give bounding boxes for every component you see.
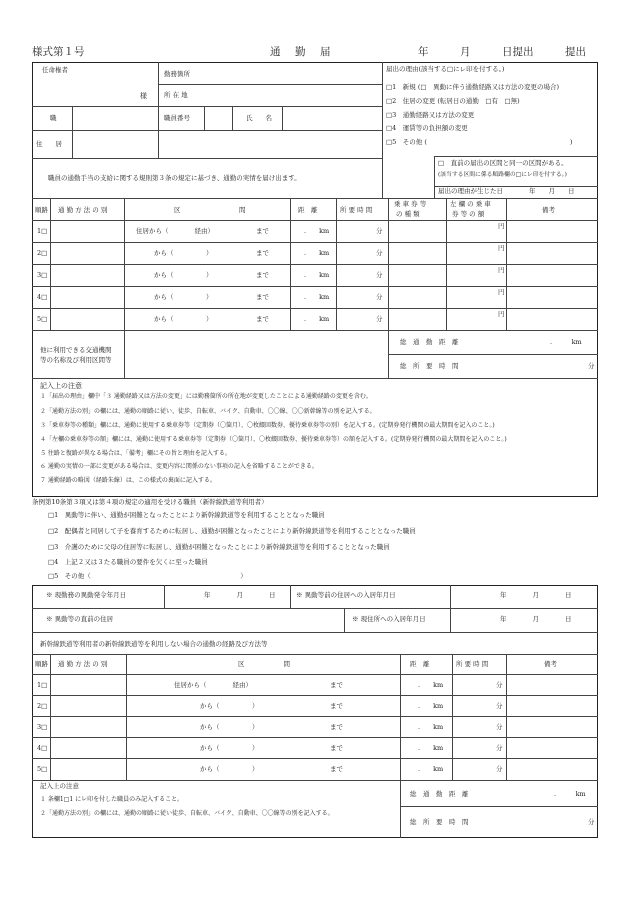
non-use-title: 新幹線鉄道等利用者の新幹線鉄道等を利用しない場合の通勤の経路及び方法等 — [40, 640, 268, 648]
th-method: 通 勤 方 法 の 別 — [58, 206, 108, 214]
amount-cell[interactable]: 円 — [498, 266, 505, 274]
workplace-label: 勤務箇所 — [164, 70, 190, 78]
row-check[interactable]: 3□ — [37, 271, 48, 279]
time-cell[interactable]: 分 — [376, 293, 383, 301]
fact-date: 届出の理由が生じた日 年 月 日 — [438, 187, 575, 195]
method-field[interactable] — [50, 716, 126, 737]
th-amount-2: 券 等 の 額 — [452, 210, 485, 218]
distance-cell[interactable]: . km — [304, 315, 330, 323]
t2-total-distance-label: 総 通 勤 距 離 — [410, 790, 469, 798]
post-label: 職 — [50, 114, 57, 122]
th-section: 区 間 — [174, 206, 246, 214]
submission-date: 年 月 日提出 提出 — [418, 46, 586, 58]
distance-cell[interactable]: . km — [304, 227, 330, 235]
section-to: まで — [330, 765, 343, 773]
th-amount-1: 左 欄 の 乗 車 — [450, 200, 491, 208]
section-from[interactable]: から（ ） — [154, 315, 213, 323]
row-check[interactable]: 5□ — [37, 315, 48, 323]
residence-before-date[interactable]: 年 月 日 — [500, 591, 572, 599]
reasons-title: 届出の理由(該当する□にレ印を付する。) — [386, 65, 505, 73]
method-field[interactable] — [50, 220, 124, 242]
section-to: まで — [330, 744, 343, 752]
notes1-item: ４「左欄の乗車券等の額」欄には、通勤に使用する乗車券等（定期券（〇箇月）、〇枚綴回数券、優待乗車券等）の額を記入する。(定期券発行機関の最大期間を記入のこと。) — [40, 436, 507, 443]
row-check[interactable]: 5□ — [37, 765, 48, 773]
remarks-field[interactable] — [506, 674, 598, 695]
shinkansen-item[interactable]: □3 介護のために父母の住居等に転居し、通勤が困難となったことにより新幹線鉄道等を利用することとなった職員 — [48, 543, 390, 551]
sama-label: 様 — [140, 92, 147, 100]
reason-3[interactable]: □3 通勤経路又は方法の変更 — [386, 111, 475, 119]
residence-before-label: ※ 異動等前の住居への入居年月日 — [296, 591, 396, 599]
time-cell[interactable]: 分 — [496, 723, 503, 731]
page-title: 通 勤 届 — [270, 46, 333, 58]
ticket-type-field[interactable] — [388, 308, 446, 330]
address-field[interactable] — [72, 130, 382, 158]
staff-no-field[interactable] — [204, 106, 232, 130]
section-to: まで — [256, 315, 269, 323]
staff-no-label: 職員番号 — [164, 114, 190, 122]
total-time-value: 分 — [588, 362, 595, 370]
section-to: まで — [256, 271, 269, 279]
distance-cell[interactable]: . km — [418, 744, 444, 752]
time-cell[interactable]: 分 — [496, 681, 503, 689]
amount-cell[interactable]: 円 — [498, 244, 505, 252]
notes1-title: 記入上の注意 — [40, 382, 82, 390]
notes1-item: １「届出の理由」欄中「３ 通勤経路又は方法の変更」には勤務箇所の所在地が変更したことによる通勤経路の変更を含む。 — [40, 393, 372, 400]
other-transport-2: 等の名称及び利用区間等 — [40, 356, 112, 364]
shinkansen-item[interactable]: □2 配偶者と同居して子を養育するために転居し、通勤が困難となったことにより新幹線鉄道等を利用することとなった職員 — [48, 527, 416, 535]
t2-total-time-value: 分 — [588, 818, 595, 826]
section-from[interactable]: から（ ） — [200, 765, 259, 773]
section-from[interactable]: から（ ） — [154, 271, 213, 279]
section-to: まで — [256, 249, 269, 257]
method-field[interactable] — [50, 308, 124, 330]
time-cell[interactable]: 分 — [496, 765, 503, 773]
th-ticket-2: の 種 類 — [396, 210, 420, 218]
distance-cell[interactable]: . km — [418, 681, 444, 689]
section-from[interactable]: 住居から（ 経由） — [174, 681, 252, 689]
distance-cell[interactable]: . km — [418, 765, 444, 773]
prev-address-label: ※ 異動等の直前の住居 — [46, 615, 114, 623]
time-cell[interactable]: 分 — [376, 227, 383, 235]
section-to: まで — [256, 227, 269, 235]
method-field[interactable] — [50, 286, 124, 308]
section-to: まで — [256, 293, 269, 301]
t2-section: 区 間 — [238, 660, 290, 668]
notes1-item: ５ 往路と復路が異なる場合は、「備考」欄にその旨と理由を記入する。 — [40, 450, 231, 457]
th-distance: 距 離 — [298, 206, 318, 214]
amount-cell[interactable]: 円 — [498, 288, 505, 296]
t2-method: 通 勤 方 法 の 別 — [58, 660, 108, 668]
prev-same-check[interactable]: □ 直前の届出の区間と同一の区間がある。 — [438, 159, 568, 167]
current-address-label: ※ 現住所への入居年月日 — [352, 615, 426, 623]
t2-distance: 距 離 — [410, 660, 430, 668]
th-order: 順路 — [35, 206, 48, 214]
remarks-field[interactable] — [506, 286, 598, 308]
ticket-type-field[interactable] — [388, 264, 446, 286]
section-from[interactable]: から（ ） — [154, 293, 213, 301]
reason-2[interactable]: □2 住居の変更 (転居日の通勤 □有 □無) — [386, 97, 520, 105]
relocation-order-date[interactable]: 年 月 日 — [204, 591, 276, 599]
shinkansen-item[interactable]: □4 上記２又は３たる職員の要件を欠くに至った職員 — [48, 558, 208, 566]
total-time-label: 総 所 要 時 間 — [400, 362, 459, 370]
distance-cell[interactable]: . km — [304, 271, 330, 279]
section-to: まで — [330, 681, 343, 689]
t2-remarks: 備考 — [544, 660, 557, 668]
total-distance-label: 総 通 勤 距 離 — [400, 338, 459, 346]
name-label: 氏 名 — [246, 114, 272, 122]
remarks-field[interactable] — [506, 716, 598, 737]
remarks-field[interactable] — [506, 758, 598, 779]
row-check[interactable]: 3□ — [37, 723, 48, 731]
row-check[interactable]: 1□ — [37, 227, 48, 235]
distance-cell[interactable]: . km — [418, 702, 444, 710]
section-from[interactable]: から（ ） — [200, 744, 259, 752]
method-field[interactable] — [50, 737, 126, 758]
address-label: 住 居 — [36, 140, 62, 148]
notes1-item: ７ 通勤経路の略図（経路朱線）は、この様式の裏面に記入する。 — [40, 477, 216, 484]
reason-1[interactable]: □1 新規 (□ 異動に伴う通勤経路又は方法の変更の場合) — [386, 83, 560, 91]
current-address-date[interactable]: 年 月 日 — [500, 615, 572, 623]
distance-cell[interactable]: . km — [304, 249, 330, 257]
method-field[interactable] — [50, 695, 126, 716]
shinkansen-item[interactable]: □5 その他（ ） — [48, 572, 247, 580]
time-cell[interactable]: 分 — [496, 702, 503, 710]
t2-total-distance-value: . km — [554, 790, 586, 798]
th-time: 所 要 時 間 — [340, 206, 373, 214]
time-cell[interactable]: 分 — [376, 271, 383, 279]
row-check[interactable]: 2□ — [37, 249, 48, 257]
remarks-field[interactable] — [506, 695, 598, 716]
remarks-field[interactable] — [506, 308, 598, 330]
row-check[interactable]: 1□ — [37, 681, 48, 689]
section-from[interactable]: 住居から（ 経由） — [136, 227, 214, 235]
distance-cell[interactable]: . km — [304, 293, 330, 301]
amount-cell[interactable]: 円 — [498, 310, 505, 318]
section-to: まで — [330, 702, 343, 710]
appointer-label: 任命権者 — [42, 66, 68, 74]
prev-address-field[interactable] — [130, 608, 344, 632]
remarks-field[interactable] — [506, 264, 598, 286]
total-distance-value: . km — [550, 338, 582, 346]
time-cell[interactable]: 分 — [496, 744, 503, 752]
time-cell[interactable]: 分 — [376, 249, 383, 257]
ticket-type-field[interactable] — [388, 286, 446, 308]
t2-order: 順路 — [35, 660, 48, 668]
notes1-item: ２「通勤方法の別」の欄には、通勤の順路に従い、徒歩、自転車、バイク、自動車、〇〇線、〇〇新幹線等の別を記入する。 — [40, 408, 376, 415]
section-from[interactable]: から（ ） — [200, 723, 259, 731]
shinkansen-title: 条例第10条第３項又は第４項の規定の適用を受ける職員（新幹線鉄道等利用者） — [32, 498, 268, 506]
section-from[interactable]: から（ ） — [200, 702, 259, 710]
other-transport-field[interactable] — [124, 330, 388, 378]
remarks-field[interactable] — [506, 737, 598, 758]
th-remarks: 備考 — [542, 206, 555, 214]
method-field[interactable] — [50, 758, 126, 779]
section-to: まで — [330, 723, 343, 731]
notes2-item: ２「通勤方法の別」の欄には、通勤の順路に従い徒歩、自転車、バイク、自動車、〇〇線等の別を記入する。 — [40, 810, 334, 817]
t2-time: 所 要 時 間 — [456, 660, 489, 668]
row-check[interactable]: 4□ — [37, 744, 48, 752]
location-field[interactable] — [210, 84, 382, 106]
name-field[interactable] — [282, 106, 382, 130]
method-field[interactable] — [50, 264, 124, 286]
distance-cell[interactable]: . km — [418, 723, 444, 731]
time-cell[interactable]: 分 — [376, 315, 383, 323]
other-transport-1: 他に利用できる交通機関 — [40, 346, 112, 354]
ticket-type-field[interactable] — [388, 242, 446, 264]
row-check[interactable]: 4□ — [37, 293, 48, 301]
reason-5[interactable]: □5 その他 ( ) — [386, 138, 573, 146]
notes1-item: ６ 通勤の実情の一部に変更がある場合は、変更内容に関係のない事項の記入を省略することができる。 — [40, 463, 318, 470]
statement-text: 職員の通勤手当の支給に関する規則第３条の規定に基づき、通勤の実情を届け出ます。 — [48, 174, 301, 182]
shinkansen-item[interactable]: □1 異動等に伴い、通勤が困難となったことにより新幹線鉄道等を利用することとなった職員 — [48, 511, 325, 519]
reason-4[interactable]: □4 運賃等の負担額の変更 — [386, 124, 468, 132]
workplace-field[interactable] — [210, 62, 382, 84]
method-field[interactable] — [50, 242, 124, 264]
remarks-field[interactable] — [506, 242, 598, 264]
method-field[interactable] — [50, 674, 126, 695]
section-from[interactable]: から（ ） — [154, 249, 213, 257]
form-number: 様式第１号 — [32, 46, 85, 58]
row-check[interactable]: 2□ — [37, 702, 48, 710]
ticket-type-field[interactable] — [388, 220, 446, 242]
t2-total-time-label: 総 所 要 時 間 — [410, 818, 469, 826]
notes2-title: 記入上の注意 — [40, 782, 79, 790]
notes1-item: ３「乗車券等の種類」欄には、通勤に使用する乗車券等（定期券（〇箇月）、〇枚綴回数券、優待乗車券等の別）を記入する。(定期券発行機関の最大期間を記入のこと。) — [40, 422, 495, 429]
amount-cell[interactable]: 円 — [498, 222, 505, 230]
post-field[interactable] — [72, 106, 158, 130]
relocation-order-label: ※ 現勤務の異動発令年月日 — [46, 591, 127, 599]
location-label: 所 在 地 — [164, 91, 188, 99]
prev-same-note: (該当する区間に係る順路欄の□にレ印を付する。) — [438, 172, 567, 178]
notes2-item: １ 条欄1□1 にレ印を付した職員のみ記入すること。 — [40, 796, 184, 803]
remarks-field[interactable] — [506, 220, 598, 242]
th-ticket-1: 乗 車 券 等 — [394, 200, 427, 208]
